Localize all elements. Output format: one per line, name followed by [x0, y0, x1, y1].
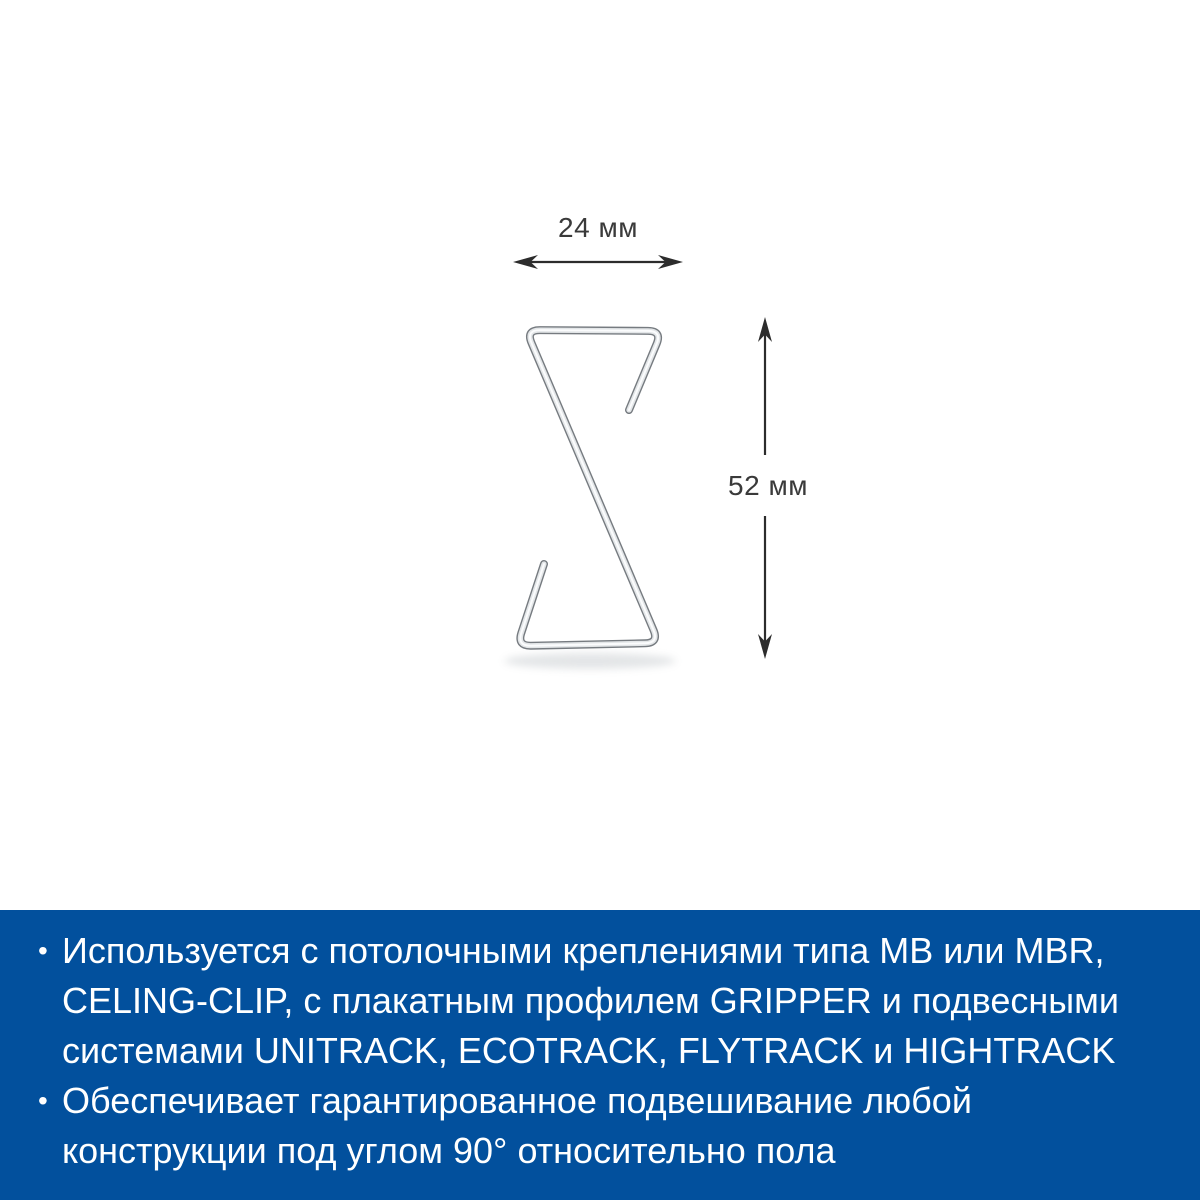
- feature-text: Используется с потолочными креплениями типа MB или MBR,: [62, 930, 1105, 971]
- width-arrow-icon: [512, 252, 684, 272]
- feature-text: CELING-CLIP, с плакатным профилем GRIPPER и подвесными: [62, 980, 1119, 1021]
- hook-shadow: [504, 653, 676, 669]
- bullet-marker: •: [38, 1085, 48, 1116]
- feature-text: системами UNITRACK, ECOTRACK, FLYTRACK и HIGHTRACK: [62, 1030, 1116, 1071]
- height-dimension-label: 52 мм: [728, 470, 808, 501]
- info-panel: [0, 910, 1200, 1200]
- feature-text: конструкции под углом 90° относительно пола: [62, 1130, 836, 1171]
- z-hook-image: [470, 295, 700, 685]
- feature-text: Обеспечивает гарантированное подвешивание любой: [62, 1080, 972, 1121]
- feature-line: [0, 976, 1200, 1026]
- width-dimension-label: 24 мм: [558, 212, 638, 243]
- feature-line: [0, 1126, 1200, 1176]
- width-dimension: [512, 212, 684, 272]
- feature-line: [0, 1076, 1200, 1126]
- bullet-marker: •: [38, 935, 48, 966]
- feature-line: [0, 1026, 1200, 1076]
- feature-line: [0, 926, 1200, 976]
